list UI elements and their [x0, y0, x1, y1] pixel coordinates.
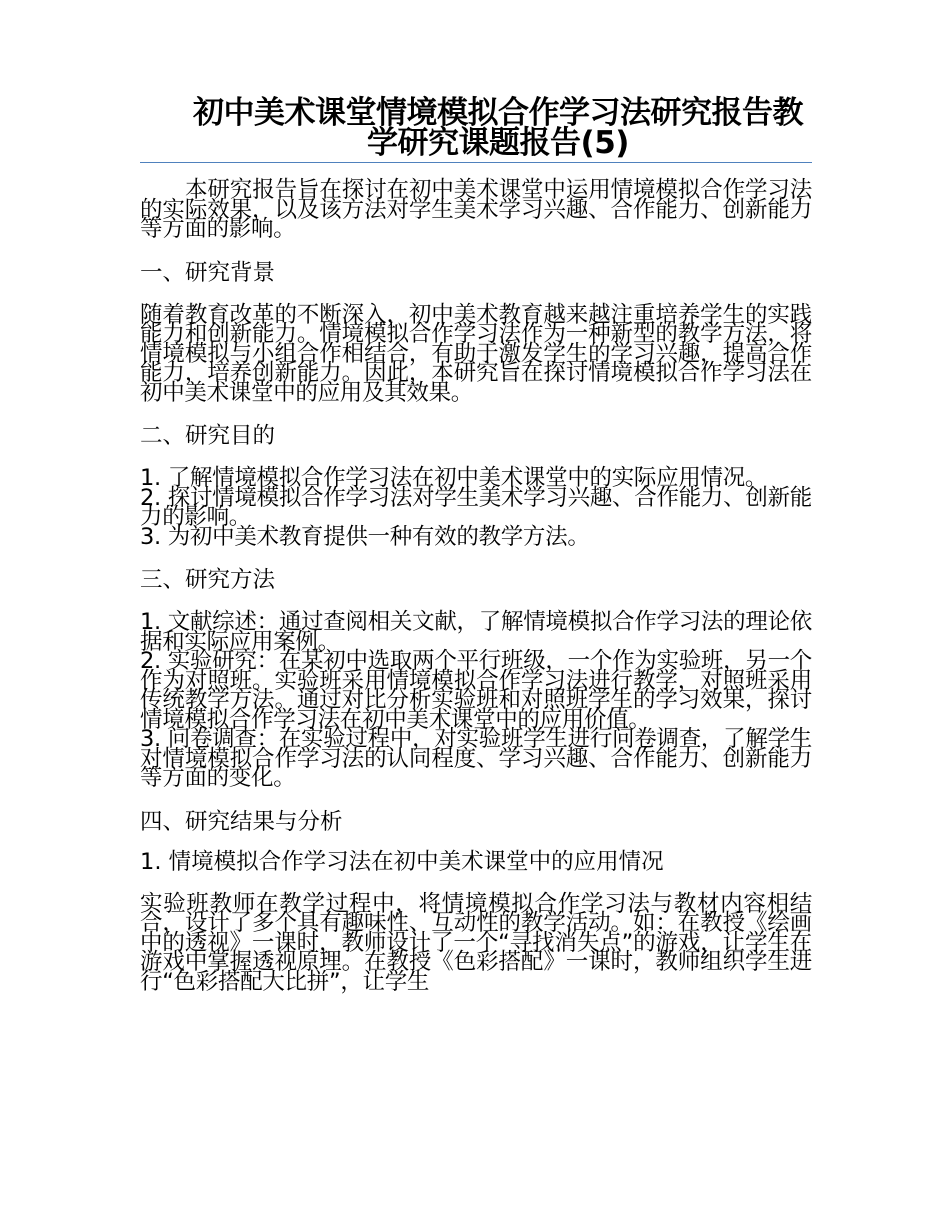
method-item-1: 1. 文献综述：通过查阅相关文献，了解情境模拟合作学习法的理论依据和实际应用案例。: [140, 609, 812, 655]
background-paragraph: 随着教育改革的不断深入，初中美术教育越来越注重培养学生的实践能力和创新能力。情境模拟合作学习法作为一种新型的教学方法，将情境模拟与小组合作相结合，有助于激发学生的学习兴趣，提高合作能力，培养创新能力。因此，本研究旨在探讨情境模拟合作学习法在初中美术课堂中的应用及其效果。: [140, 301, 812, 406]
document-title: 初中美术课堂情境模拟合作学习法研究报告教学研究课题报告(5): [193, 95, 803, 161]
intro-paragraph: 本研究报告旨在探讨在初中美术课堂中运用情境模拟合作学习法的实际效果，以及该方法对学生美术学习兴趣、合作能力、创新能力等方面的影响。: [140, 177, 812, 242]
purpose-item-2: 2. 探讨情境模拟合作学习法对学生美术学习兴趣、合作能力、创新能力的影响。: [140, 484, 812, 530]
section-heading-purpose: 二、研究目的: [140, 423, 276, 449]
title-divider: [140, 162, 812, 163]
method-item-2: 2. 实验研究：在某初中选取两个平行班级，一个作为实验班，另一个作为对照班。实验班采用情境模拟合作学习法进行教学，对照班采用传统教学方法。通过对比分析实验班和对照班学生的学习效果，探讨情境模拟合作学习法在初中美术课堂中的应用价值。: [140, 648, 812, 733]
results-subheading-1: 1. 情境模拟合作学习法在初中美术课堂中的应用情况: [140, 848, 664, 875]
document-page: [140, 95, 812, 995]
purpose-item-3: 3. 为初中美术教育提供一种有效的教学方法。: [140, 523, 590, 550]
purpose-item-1: 1. 了解情境模拟合作学习法在初中美术课堂中的实际应用情况。: [140, 465, 768, 491]
method-item-3: 3. 问卷调查：在实验过程中，对实验班学生进行问卷调查，了解学生对情境模拟合作学习法的认同程度、学习兴趣、合作能力、创新能力等方面的变化。: [140, 726, 812, 791]
section-heading-background: 一、研究背景: [140, 259, 276, 286]
section-heading-method: 三、研究方法: [140, 567, 276, 593]
section-heading-results: 四、研究结果与分析: [140, 808, 343, 835]
results-paragraph: 实验班教师在教学过程中，将情境模拟合作学习法与教材内容相结合，设计了多个具有趣味性、互动性的教学活动。如：在教授《绘画中的透视》一课时，教师设计了一个“寻找消失点”的游戏，让学生在游戏中掌握透视原理。在教授《色彩搭配》一课时，教师组织学生进行“色彩搭配大比拼”，让学生: [140, 890, 812, 995]
